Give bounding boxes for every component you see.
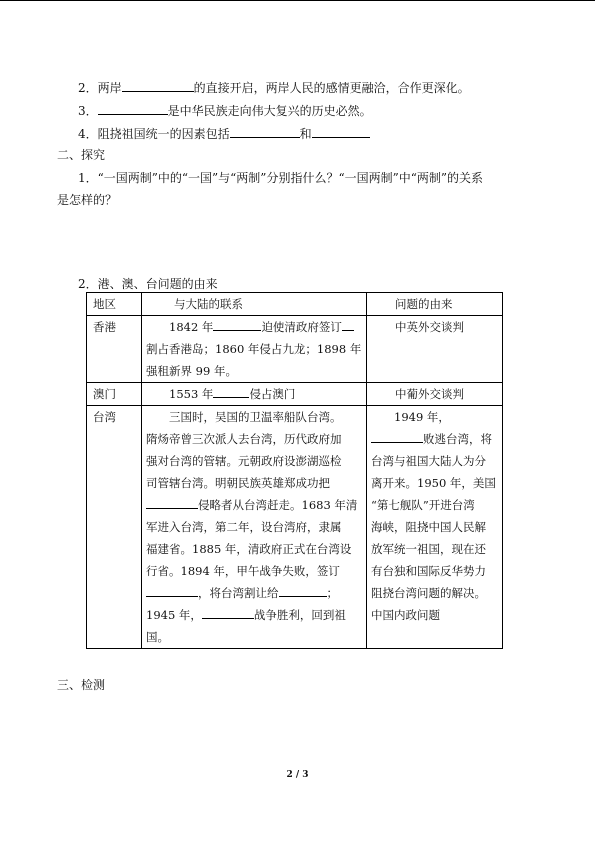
question-text: 的直接开启，两岸人民的感情更融洽，合作更深化。 [193, 81, 470, 95]
question-text: 阻挠祖国统一的因素包括 [97, 127, 230, 141]
page-number: 2 / 3 [286, 770, 309, 780]
cell-text: 强对台湾的管辖。元朝政府设澎湖巡检 [146, 454, 342, 468]
section-title-explore: 二、探究 [57, 148, 106, 162]
table-row-hongkong [87, 316, 503, 383]
cell-text: 战争胜利，回到祖 [253, 608, 346, 622]
cell-text: ； [326, 586, 338, 600]
answer-blank[interactable] [202, 606, 254, 619]
origin-taiwan [367, 406, 503, 649]
cell-text: 隋炀帝曾三次派人去台湾，历代政府加 [146, 432, 342, 446]
cell-text: 海峡，阻挠中国人民解 [371, 520, 486, 534]
cell-text: 割占香港岛；1860 年侵占九龙；1898 年 [146, 342, 362, 356]
cell-text: ，将台湾割让给 [198, 586, 279, 600]
connection-taiwan [142, 406, 367, 649]
cell-text: 中国内政问题 [371, 608, 440, 622]
question-text: 两岸 [97, 81, 122, 95]
cell-text: 军进入台湾，第二年，设台湾府，隶属 [146, 520, 342, 534]
connection-hongkong [142, 316, 367, 383]
header-region: 地区 [87, 293, 142, 316]
question-number: 3． [78, 104, 98, 118]
question-number: 4． [78, 127, 98, 141]
cell-text: 三国时，吴国的卫温率船队台湾。 [169, 410, 342, 424]
question-text: 和 [299, 127, 312, 141]
header-origin: 问题的由来 [367, 293, 503, 316]
header-rule [0, 0, 595, 1]
answer-blank[interactable] [146, 496, 198, 509]
cell-text: 1949 年， [394, 410, 450, 424]
cell-text: 行省。1894 年，甲午战争失败，签订 [146, 564, 340, 578]
answer-blank[interactable] [146, 584, 198, 597]
origin-hongkong: 中英外交谈判 [367, 316, 503, 383]
region-macau: 澳门 [87, 383, 142, 406]
cell-text: 1553 年 [169, 387, 214, 401]
answer-blank[interactable] [230, 125, 300, 138]
answer-blank[interactable] [312, 125, 370, 138]
cell-text: 国。 [146, 630, 169, 644]
region-taiwan: 台湾 [87, 406, 142, 649]
question-2 [78, 79, 470, 96]
header-connection: 与大陆的联系 [142, 293, 367, 316]
answer-blank[interactable] [279, 584, 327, 597]
table-row-taiwan [87, 406, 503, 649]
cell-text: 迫使清政府签订 [261, 320, 342, 334]
answer-blank[interactable] [342, 318, 354, 331]
cell-text: 1842 年 [169, 320, 214, 334]
explore-question-1-cont: 是怎样的？ [57, 193, 118, 207]
cell-text: 有台独和国际反华势力 [371, 564, 486, 578]
cell-text: 放军统一祖国，现在还 [371, 542, 486, 556]
table-row-macau [87, 383, 503, 406]
answer-blank[interactable] [98, 102, 168, 115]
origin-table [86, 292, 503, 649]
cell-text: “第七舰队”开进台湾 [371, 498, 475, 512]
cell-text: 台湾与祖国大陆人为分 [371, 454, 486, 468]
question-text: 是中华民族走向伟大复兴的历史必然。 [167, 104, 372, 118]
explore-question-1: 1．“一国两制”中的“一国”与“两制”分别指什么？“一国两制”中“两制”的关系 [78, 171, 483, 185]
cell-text: 1945 年， [146, 608, 202, 622]
cell-text: 侵略者从台湾赶走。1683 年清 [198, 498, 358, 512]
cell-text: 离开来。1950 年，美国 [371, 476, 496, 490]
section-title-test: 三、检测 [57, 678, 106, 692]
region-hongkong: 香港 [87, 316, 142, 383]
question-3 [78, 102, 372, 119]
answer-blank[interactable] [371, 430, 423, 443]
cell-text: 阻挠台湾问题的解决。 [371, 586, 486, 600]
answer-blank[interactable] [213, 318, 261, 331]
answer-blank[interactable] [122, 79, 194, 92]
explore-question-2: 2．港、澳、台问题的由来 [78, 277, 218, 291]
table-header-row [87, 293, 503, 316]
cell-text: 败逃台湾，将 [423, 432, 492, 446]
cell-text: 强租新界 99 年。 [146, 364, 237, 378]
cell-text: 司管辖台湾。明朝民族英雄郑成功把 [146, 476, 330, 490]
connection-macau [142, 383, 367, 406]
origin-macau: 中葡外交谈判 [367, 383, 503, 406]
question-number: 2． [78, 81, 98, 95]
cell-text: 侵占澳门 [249, 387, 296, 401]
cell-text: 福建省。1885 年，清政府正式在台湾设 [146, 542, 352, 556]
question-4 [78, 125, 370, 142]
answer-blank[interactable] [213, 385, 249, 398]
